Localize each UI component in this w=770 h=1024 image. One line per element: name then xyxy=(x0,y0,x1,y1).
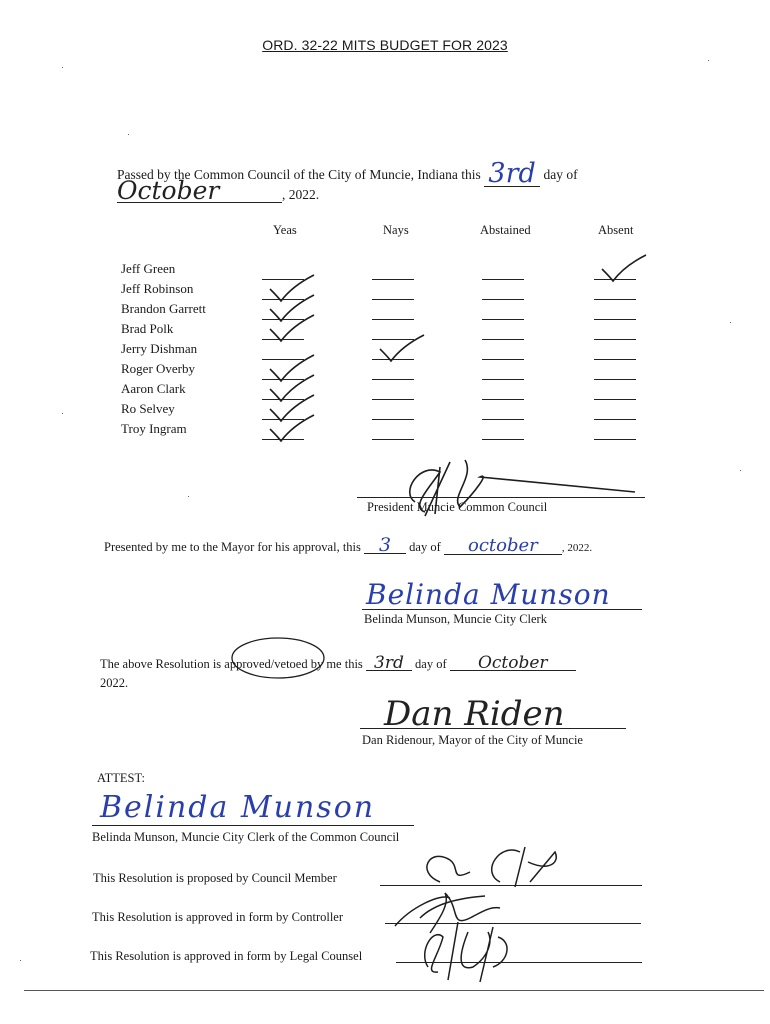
approval-text: The above Resolution is approved/vetoed by me this xyxy=(100,657,363,671)
approval-month-handwritten: October xyxy=(450,656,576,671)
passed-month-handwritten: October xyxy=(117,180,282,203)
passed-month-line xyxy=(117,176,320,205)
passed-day-of: day of xyxy=(543,167,578,182)
passed-year: , 2022. xyxy=(282,187,320,202)
attest-signature: Belinda Munson xyxy=(100,790,376,825)
legal-counsel-signature-image xyxy=(398,912,528,986)
presented-month-handwritten: october xyxy=(444,538,562,555)
column-header-yeas: Yeas xyxy=(273,223,297,237)
passed-day-handwritten: 3rd xyxy=(484,162,540,187)
vote-line-absent xyxy=(594,339,636,340)
vote-line-nays xyxy=(372,299,414,300)
clerk-signature: Belinda Munson xyxy=(366,578,611,611)
member-name: Roger Overby xyxy=(121,361,196,376)
clerk-caption: Belinda Munson, Muncie City Clerk xyxy=(364,612,547,626)
vote-line-absent xyxy=(594,319,636,320)
vote-line-abstained xyxy=(482,379,524,380)
council-member-signature-image xyxy=(410,842,570,892)
vote-line-absent xyxy=(594,359,636,360)
member-name: Jeff Green xyxy=(121,261,176,276)
vote-line-absent xyxy=(594,379,636,380)
column-header-absent: Absent xyxy=(598,223,634,237)
vote-line-abstained xyxy=(482,419,524,420)
vote-line-nays xyxy=(372,439,414,440)
member-name: Jerry Dishman xyxy=(121,341,198,356)
check-mark-nays xyxy=(374,333,428,367)
member-name: Troy Ingram xyxy=(121,421,187,436)
mayor-signature: Dan Riden xyxy=(384,694,565,734)
column-header-nays: Nays xyxy=(383,223,409,237)
approved-legal-text: This Resolution is approved in form by Legal Counsel xyxy=(90,949,363,963)
vote-line-absent xyxy=(594,419,636,420)
check-mark-yeas xyxy=(264,313,318,347)
vote-line-abstained xyxy=(482,279,524,280)
vote-line-absent xyxy=(594,439,636,440)
presented-day-handwritten: 3 xyxy=(364,537,406,554)
mayor-caption: Dan Ridenour, Mayor of the City of Muncie xyxy=(362,733,583,747)
vote-line-abstained xyxy=(482,339,524,340)
check-mark-yeas xyxy=(264,413,318,447)
vote-line-abstained xyxy=(482,299,524,300)
approval-day-of: day of xyxy=(415,657,447,671)
column-header-abstained: Abstained xyxy=(480,223,531,237)
approval-statement xyxy=(100,653,576,673)
member-name: Jeff Robinson xyxy=(121,281,194,296)
presented-year: , 2022. xyxy=(561,542,593,554)
vote-line-abstained xyxy=(482,319,524,320)
vote-line-nays xyxy=(372,379,414,380)
vote-line-nays xyxy=(372,319,414,320)
president-caption: President Muncie Common Council xyxy=(367,500,548,514)
proposed-by-text: This Resolution is proposed by Council Member xyxy=(93,871,337,885)
presented-text: Presented by me to the Mayor for his approval, this xyxy=(104,540,361,554)
presented-day-of: day of xyxy=(409,540,441,554)
attest-label: ATTEST: xyxy=(97,771,145,785)
vote-line-absent xyxy=(594,399,636,400)
vote-line-abstained xyxy=(482,439,524,440)
document-title: ORD. 32-22 MITS BUDGET FOR 2023 xyxy=(262,37,508,53)
vote-line-nays xyxy=(372,279,414,280)
passed-text: Passed by the Common Council of the City of Muncie, Indiana this xyxy=(117,167,481,182)
attest-caption: Belinda Munson, Muncie City Clerk of the Common Council xyxy=(92,830,400,844)
member-name: Brandon Garrett xyxy=(121,301,206,316)
vote-line-abstained xyxy=(482,399,524,400)
presented-statement xyxy=(104,534,593,556)
approval-day-handwritten: 3rd xyxy=(366,656,412,671)
member-name: Brad Polk xyxy=(121,321,174,336)
member-name: Aaron Clark xyxy=(121,381,186,396)
vote-line-absent xyxy=(594,299,636,300)
vote-line-nays xyxy=(372,419,414,420)
check-mark-absent xyxy=(596,253,650,287)
vote-line-abstained xyxy=(482,359,524,360)
vote-line-nays xyxy=(372,399,414,400)
approved-circle-mark xyxy=(228,634,328,682)
approval-year: 2022. xyxy=(100,676,129,690)
member-name: Ro Selvey xyxy=(121,401,175,416)
approved-controller-text: This Resolution is approved in form by Controller xyxy=(92,910,344,924)
